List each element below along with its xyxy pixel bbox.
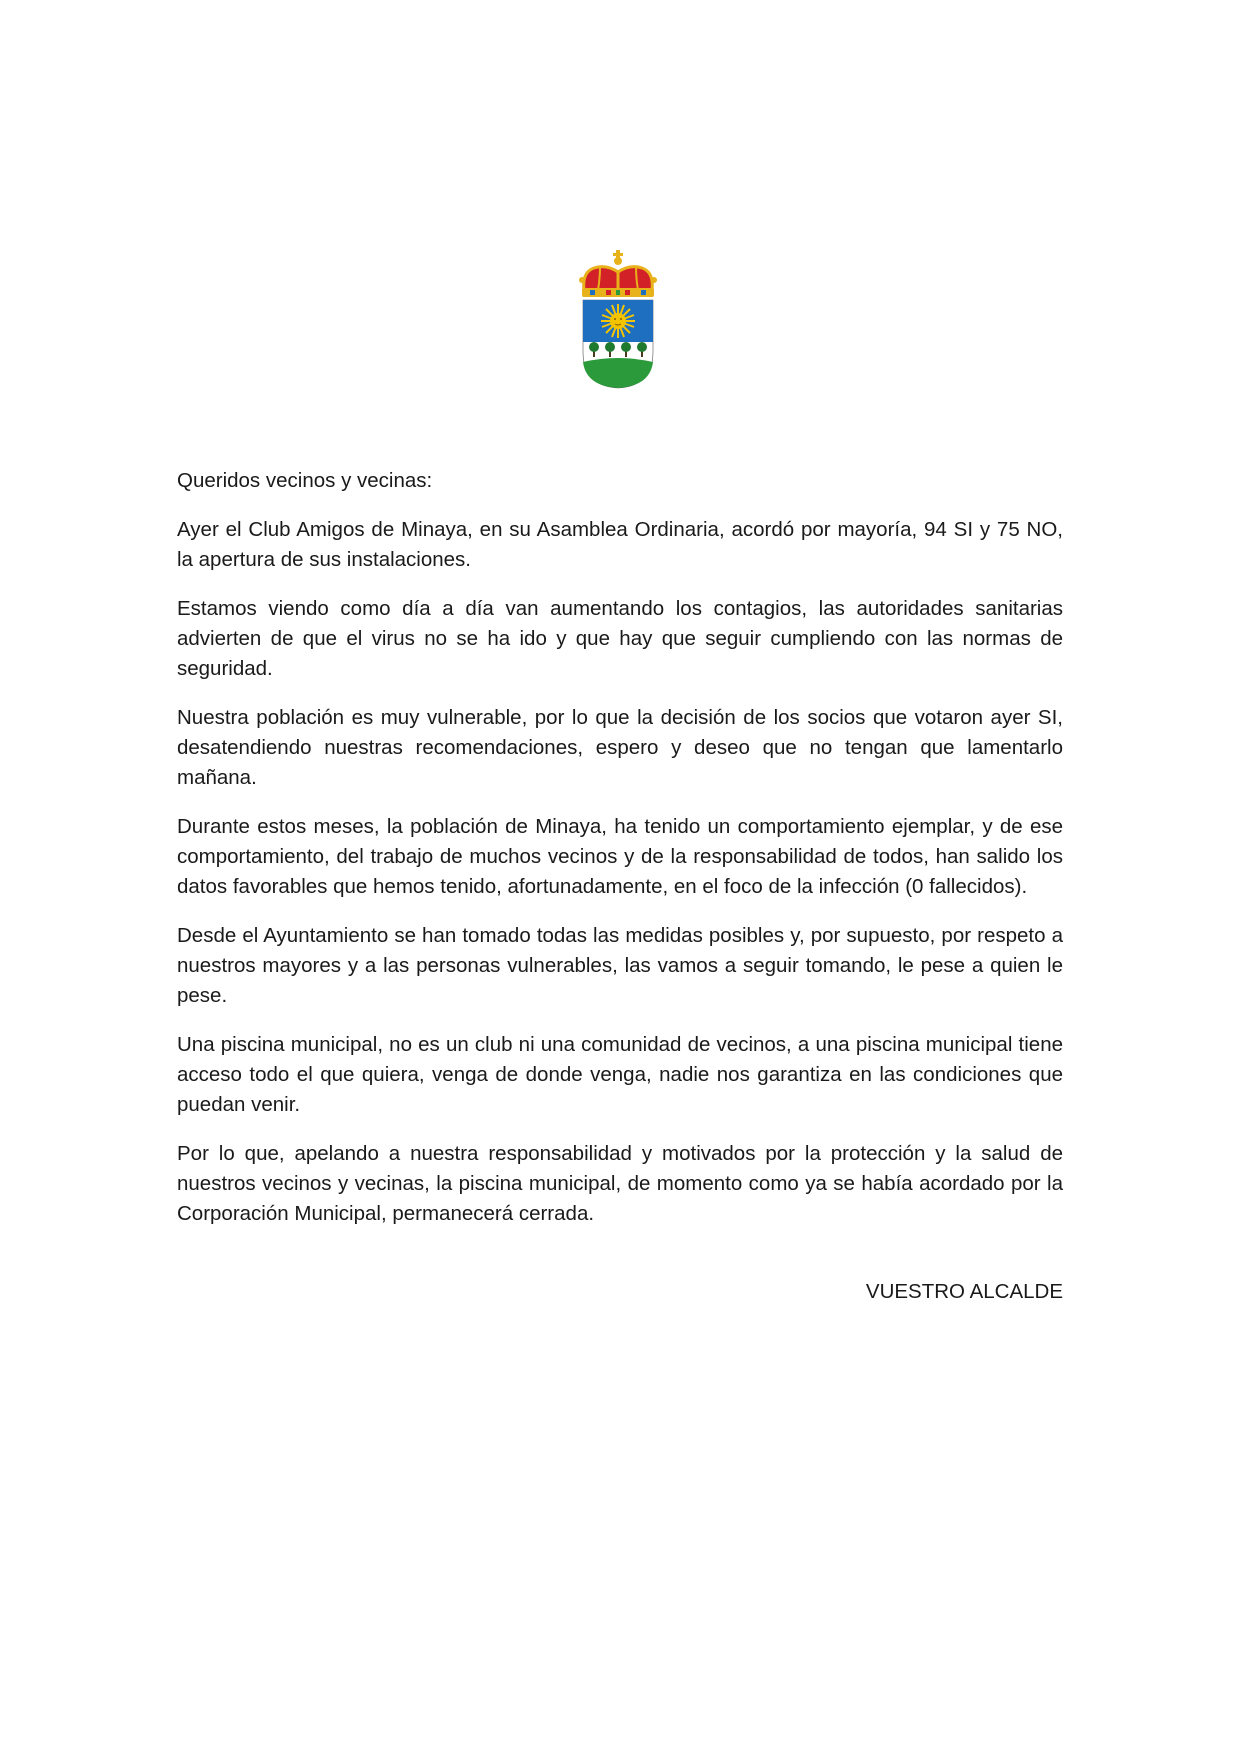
letter-paragraph: Una piscina municipal, no es un club ni una comunidad de vecinos, a una piscina municipal tiene acceso todo el que quiera, venga de donde venga, nadie nos garantiza en las condiciones que puedan venir. xyxy=(177,1033,1063,1116)
crown-icon xyxy=(579,250,657,297)
letter-paragraph: Estamos viendo como día a día van aumentando los contagios, las autoridades sanitarias advierten de que el virus no se ha ido y que hay que seguir cumpliendo con las normas de seguridad. xyxy=(177,597,1063,680)
coat-of-arms-icon xyxy=(578,250,658,390)
letter-body xyxy=(177,466,1063,1248)
letter-paragraph: Por lo que, apelando a nuestra responsabilidad y motivados por la protección y la salud de nuestros vecinos y vecinas, la piscina municipal, de momento como ya se había acordado por la Corporación Municipal, permanecerá cerrada. xyxy=(177,1142,1063,1225)
letter-signature: VUESTRO ALCALDE xyxy=(865,1280,1063,1303)
letter-paragraph: Nuestra población es muy vulnerable, por lo que la decisión de los socios que votaron ayer SI, desatendiendo nuestras recomendaciones, espero y deseo que no tengan que lamentarlo mañana. xyxy=(177,706,1063,789)
letter-paragraph: Ayer el Club Amigos de Minaya, en su Asamblea Ordinaria, acordó por mayoría, 94 SI y 75 NO, la apertura de sus instalaciones. xyxy=(177,518,1063,571)
letter-paragraph: Desde el Ayuntamiento se han tomado todas las medidas posibles y, por supuesto, por respeto a nuestros mayores y a las personas vulnerables, las vamos a seguir tomando, le pese a quien le pese. xyxy=(177,924,1063,1007)
shield-icon xyxy=(583,300,653,388)
letter-paragraph: Durante estos meses, la población de Minaya, ha tenido un comportamiento ejemplar, y de ese comportamiento, del trabajo de muchos vecinos y de la responsabilidad de todos, han salido los datos favorables que hemos tenido, afortunadamente, en el foco de la infección (0 fallecidos). xyxy=(177,815,1063,898)
letter-greeting: Queridos vecinos y vecinas: xyxy=(177,469,433,492)
